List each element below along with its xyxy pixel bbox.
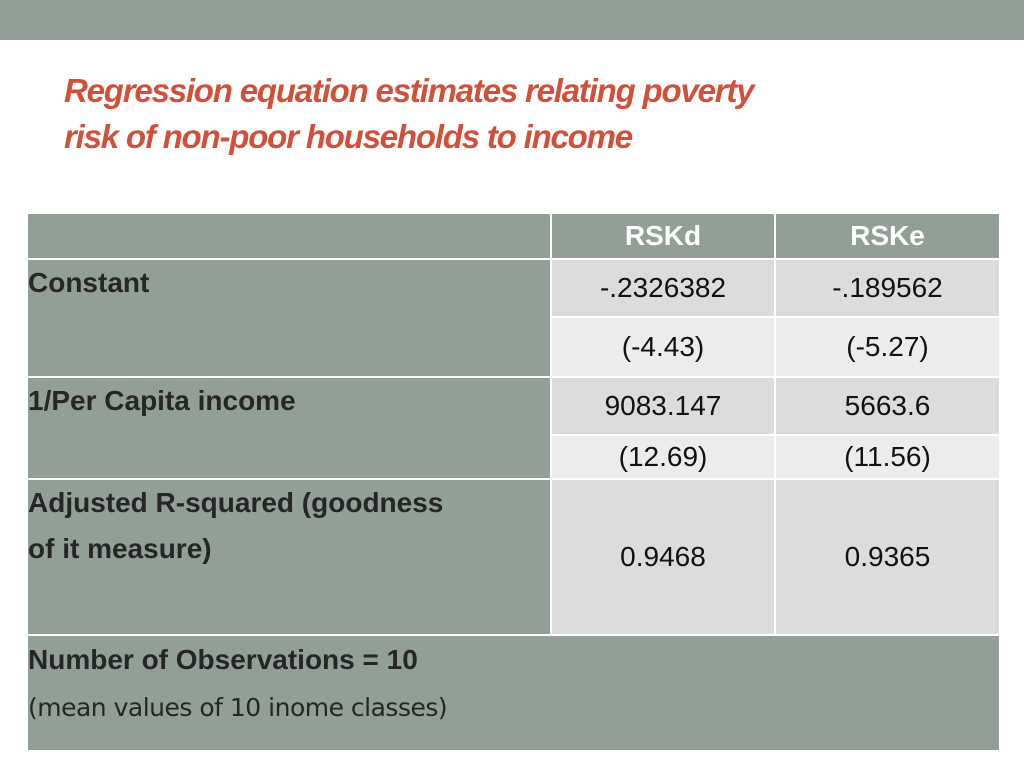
table-row <box>27 377 1000 435</box>
cell-income-tstat-rske: (11.56) <box>775 435 1000 479</box>
header-cell-rskd: RSKd <box>551 213 775 259</box>
observations-cell <box>27 635 1000 751</box>
table-row <box>27 479 1000 635</box>
cell-r-squared-rskd: 0.9468 <box>551 479 775 635</box>
regression-table <box>26 212 1001 752</box>
cell-r-squared-rske: 0.9365 <box>775 479 1000 635</box>
cell-income-rske: 5663.6 <box>775 377 1000 435</box>
r-squared-label-line-2: of it measure) <box>28 533 212 564</box>
cell-income-rskd: 9083.147 <box>551 377 775 435</box>
observations-note: (mean values of 10 inome classes) <box>28 693 448 722</box>
header-cell-empty <box>27 213 551 259</box>
slide-title-line-1: Regression equation estimates relating poverty <box>64 72 754 109</box>
r-squared-label-line-1: Adjusted R-squared (goodness <box>28 487 444 518</box>
cell-constant-rske: -.189562 <box>775 259 1000 317</box>
cell-constant-tstat-rske: (-5.27) <box>775 317 1000 377</box>
row-label-per-capita-income: 1/Per Capita income <box>27 377 551 479</box>
row-label-constant: Constant <box>27 259 551 377</box>
table-row <box>27 259 1000 317</box>
row-label-adjusted-r-squared <box>27 479 551 635</box>
cell-constant-rskd: -.2326382 <box>551 259 775 317</box>
slide-title-line-2: risk of non-poor households to income <box>64 118 632 155</box>
header-cell-rske: RSKe <box>775 213 1000 259</box>
top-banner-bar <box>0 0 1024 40</box>
table-header-row <box>27 213 1000 259</box>
cell-constant-tstat-rskd: (-4.43) <box>551 317 775 377</box>
slide-title <box>64 68 964 160</box>
observations-count: Number of Observations = 10 <box>28 644 418 675</box>
table-footer-row <box>27 635 1000 751</box>
cell-income-tstat-rskd: (12.69) <box>551 435 775 479</box>
